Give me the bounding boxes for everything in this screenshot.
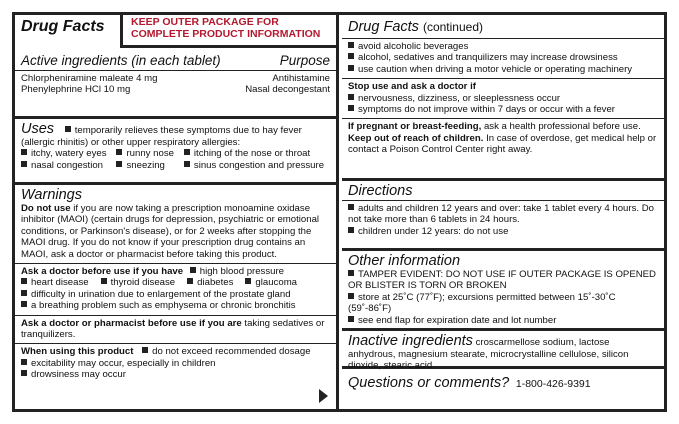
phone-number: 1-800-426-9391 xyxy=(515,378,591,390)
symptom-list xyxy=(21,148,330,171)
bullet-icon xyxy=(348,53,354,59)
list-item: use caution when driving a motor vehicle or operating machinery xyxy=(348,64,658,75)
bullet-icon xyxy=(21,301,27,307)
bullet-icon xyxy=(348,293,354,299)
ingredient-purpose: Antihistamine xyxy=(272,73,330,84)
list-item: drowsiness may occur xyxy=(21,369,330,380)
drug-facts-title: Drug Facts xyxy=(21,18,105,35)
bullet-icon xyxy=(21,370,27,376)
bullet-icon xyxy=(116,161,122,167)
continued-heading: Drug Facts xyxy=(348,19,419,35)
left-column xyxy=(15,15,339,409)
uses-section xyxy=(15,119,336,185)
pregnant-text: ask a health professional before use. xyxy=(483,121,641,133)
list-item: sinus congestion and pressure xyxy=(184,160,330,171)
directions-heading: Directions xyxy=(348,183,413,199)
bullet-icon xyxy=(21,290,27,296)
do-not-use-label: Do not use xyxy=(21,203,71,214)
list-item: avoid alcoholic beverages xyxy=(348,41,658,52)
pharmacist-label: Ask a doctor or pharmacist before use if you are xyxy=(21,317,242,329)
bullet-icon xyxy=(348,204,354,210)
ingredient-purpose: Nasal decongestant xyxy=(245,84,330,96)
bullet-icon xyxy=(348,94,354,100)
list-item: see end flap for expiration date and lot number xyxy=(348,315,658,326)
list-item: difficulty in urination due to enlargement of the prostate gland xyxy=(21,289,330,300)
drug-facts-panel xyxy=(12,12,667,412)
title-area xyxy=(15,15,123,49)
bullet-icon xyxy=(348,270,354,276)
bullet-icon xyxy=(245,278,251,284)
continued-suffix: (continued) xyxy=(422,20,483,34)
bullet-icon xyxy=(184,149,190,155)
list-item: store at 25˚C (77˚F); excursions permitted between 15˚-30˚C (59˚-86˚F) xyxy=(348,291,616,315)
list-item: a breathing problem such as emphysema or chronic bronchitis xyxy=(21,300,330,311)
list-item: sneezing xyxy=(116,160,179,171)
list-item: itching of the nose or throat xyxy=(184,148,330,159)
bullet-icon xyxy=(21,149,27,155)
when-using-label: When using this product xyxy=(21,346,134,358)
inactive-ingredients-section xyxy=(342,331,664,372)
active-heading: Active ingredients (in each tablet) xyxy=(21,53,221,68)
bullet-icon xyxy=(348,105,354,111)
bullet-icon xyxy=(21,359,27,365)
other-info-heading: Other information xyxy=(348,253,461,269)
list-item: do not exceed recommended dosage xyxy=(152,346,311,358)
active-ingredients-section xyxy=(15,51,336,119)
inactive-text: croscarmellose sodium, lactose anhydrous, magnesium stearate, microcrystalline cellulose, silicon dioxide, stearic acid xyxy=(348,337,629,372)
list-item: symptoms do not improve within 7 days or occur with a fever xyxy=(348,104,658,115)
bullet-icon xyxy=(348,316,354,322)
bullet-icon xyxy=(190,267,196,273)
ingredient-name: Phenylephrine HCl 10 mg xyxy=(21,84,131,96)
list-item: TAMPER EVIDENT: DO NOT USE IF OUTER PACKAGE IS OPENED OR BLISTER IS TORN OR BROKEN xyxy=(348,269,656,292)
bullet-icon xyxy=(184,161,190,167)
continue-arrow-icon xyxy=(319,389,328,403)
list-item: excitability may occur, especially in children xyxy=(21,358,330,369)
ask-doctor-label: Ask a doctor before use if you have xyxy=(21,266,184,278)
inactive-heading: Inactive ingredients xyxy=(348,333,473,349)
keep-package-banner: KEEP OUTER PACKAGE FOR COMPLETE PRODUCT INFORMATION xyxy=(120,12,339,48)
right-column xyxy=(342,15,664,409)
uses-heading: Uses xyxy=(21,121,55,137)
stop-use-label: Stop use and ask a doctor if xyxy=(348,81,476,93)
list-item: high blood pressure xyxy=(199,266,285,278)
keep-out-label: Keep out of reach of children. xyxy=(348,132,484,144)
bullet-icon xyxy=(348,42,354,48)
pharmacist-text: taking sedatives or tranquilizers. xyxy=(21,317,325,341)
list-item: glaucoma xyxy=(245,277,297,288)
uses-intro: temporarily relieves these symptoms due to hay fever (allergic rhinitis) or other upper respiratory allergies: xyxy=(21,125,302,148)
do-not-use-text: if you are now taking a prescription monoamine oxidase inhibitor (MAOI) (certain drugs for depression, psychiatric or emotional conditions, or Parkinson's disease), or for 2 weeks after stopping the MAOI drug. If you do not know if your prescription drug contains an MAOI, ask a doctor or pharmacist before taking this product. xyxy=(21,203,320,260)
list-item: diabetes xyxy=(187,277,233,288)
warnings-section xyxy=(15,185,336,409)
list-item: runny nose xyxy=(116,148,179,159)
bullet-icon xyxy=(187,278,193,284)
bullet-icon xyxy=(101,278,107,284)
list-item: nervousness, dizziness, or sleeplessness occur xyxy=(348,93,658,104)
list-item: alcohol, sedatives and tranquilizers may increase drowsiness xyxy=(348,52,658,63)
warnings-heading: Warnings xyxy=(21,187,82,203)
list-item: adults and children 12 years and over: take 1 tablet every 4 hours. Do not take more than 6 tablets in 24 hours. xyxy=(348,203,654,226)
continued-section xyxy=(342,15,664,181)
keep-out-text: In case of overdose, get medical help or contact a Poison Control Center right away. xyxy=(348,132,657,156)
bullet-icon xyxy=(21,161,27,167)
list-item: children under 12 years: do not use xyxy=(348,226,658,237)
bullet-icon xyxy=(65,126,71,132)
bullet-icon xyxy=(348,227,354,233)
purpose-heading: Purpose xyxy=(279,53,330,68)
questions-heading: Questions or comments? xyxy=(348,375,510,391)
directions-section xyxy=(342,181,664,251)
bullet-icon xyxy=(116,149,122,155)
list-item: thyroid disease xyxy=(101,277,176,288)
bullet-icon xyxy=(142,347,148,353)
other-info-section xyxy=(342,251,664,331)
pregnant-label: If pregnant or breast-feeding, xyxy=(348,121,482,133)
questions-section xyxy=(342,369,664,409)
ingredient-name: Chlorpheniramine maleate 4 mg xyxy=(21,73,158,84)
bullet-icon xyxy=(348,65,354,71)
list-item: itchy, watery eyes xyxy=(21,148,112,159)
bullet-icon xyxy=(21,278,27,284)
list-item: heart disease xyxy=(21,277,89,288)
list-item: nasal congestion xyxy=(21,160,112,171)
